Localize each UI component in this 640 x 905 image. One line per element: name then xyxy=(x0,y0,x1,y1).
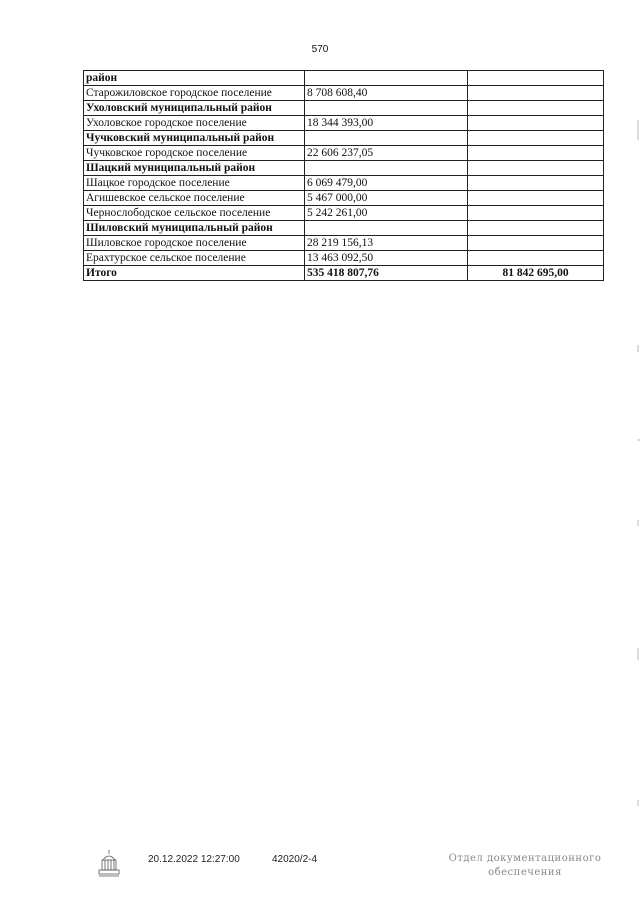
budget-table-body xyxy=(84,71,604,281)
row-name-cell: Шацкое городское поселение xyxy=(84,176,305,191)
row-name-cell: Ухоловское городское поселение xyxy=(84,116,305,131)
table-row xyxy=(84,176,604,191)
table-row xyxy=(84,146,604,161)
row-amount-cell: 22 606 237,05 xyxy=(305,146,468,161)
row-amount-cell: 6 069 479,00 xyxy=(305,176,468,191)
row-name-cell: Итого xyxy=(84,266,305,281)
row-name-cell: Шиловский муниципальный район xyxy=(84,221,305,236)
row-amount2-cell xyxy=(468,131,604,146)
row-name-cell: Агишевское сельское поселение xyxy=(84,191,305,206)
row-amount-cell xyxy=(305,221,468,236)
budget-table xyxy=(83,70,604,281)
row-amount2-cell: 81 842 695,00 xyxy=(468,266,604,281)
row-name-cell: Шацкий муниципальный район xyxy=(84,161,305,176)
row-amount-cell: 18 344 393,00 xyxy=(305,116,468,131)
row-amount-cell: 13 463 092,50 xyxy=(305,251,468,266)
row-amount2-cell xyxy=(468,191,604,206)
row-amount-cell: 5 242 261,00 xyxy=(305,206,468,221)
table-row xyxy=(84,116,604,131)
row-amount2-cell xyxy=(468,221,604,236)
row-name-cell: Чучковское городское поселение xyxy=(84,146,305,161)
row-amount2-cell xyxy=(468,116,604,131)
footer-doc-number: 42020/2-4 xyxy=(272,854,318,865)
table-row xyxy=(84,86,604,101)
row-name-cell: Ухоловский муниципальный район xyxy=(84,101,305,116)
row-amount-cell: 8 708 608,40 xyxy=(305,86,468,101)
table-row xyxy=(84,236,604,251)
row-amount-cell xyxy=(305,71,468,86)
row-amount-cell xyxy=(305,161,468,176)
district-header-row xyxy=(84,161,604,176)
row-name-cell: Шиловское городское поселение xyxy=(84,236,305,251)
stamp-line-1: Отдел документационного xyxy=(448,853,602,864)
row-amount2-cell xyxy=(468,176,604,191)
stamp-line-2: обеспечения xyxy=(488,867,562,878)
building-emblem-icon xyxy=(97,848,121,880)
district-header-row xyxy=(84,101,604,116)
district-header-row xyxy=(84,221,604,236)
row-amount-cell: 28 219 156,13 xyxy=(305,236,468,251)
row-amount2-cell xyxy=(468,236,604,251)
row-amount2-cell xyxy=(468,251,604,266)
district-header-row xyxy=(84,131,604,146)
total-row xyxy=(84,266,604,281)
row-name-cell: Чучковский муниципальный район xyxy=(84,131,305,146)
table-row xyxy=(84,251,604,266)
row-amount-cell: 5 467 000,00 xyxy=(305,191,468,206)
row-amount2-cell xyxy=(468,71,604,86)
row-name-cell: район xyxy=(84,71,305,86)
row-name-cell: Чернослободское сельское поселение xyxy=(84,206,305,221)
page-number: 570 xyxy=(311,44,329,55)
table-row xyxy=(84,206,604,221)
row-amount-cell xyxy=(305,131,468,146)
row-name-cell: Старожиловское городское поселение xyxy=(84,86,305,101)
district-header-row xyxy=(84,71,604,86)
department-stamp xyxy=(440,852,610,880)
footer-datetime: 20.12.2022 12:27:00 xyxy=(148,854,240,865)
row-amount2-cell xyxy=(468,146,604,161)
row-amount2-cell xyxy=(468,101,604,116)
row-name-cell: Ерахтурское сельское поселение xyxy=(84,251,305,266)
row-amount2-cell xyxy=(468,206,604,221)
table-row xyxy=(84,191,604,206)
row-amount2-cell xyxy=(468,86,604,101)
row-amount2-cell xyxy=(468,161,604,176)
row-amount-cell xyxy=(305,101,468,116)
row-amount-cell: 535 418 807,76 xyxy=(305,266,468,281)
scan-edge-marks xyxy=(632,0,640,905)
